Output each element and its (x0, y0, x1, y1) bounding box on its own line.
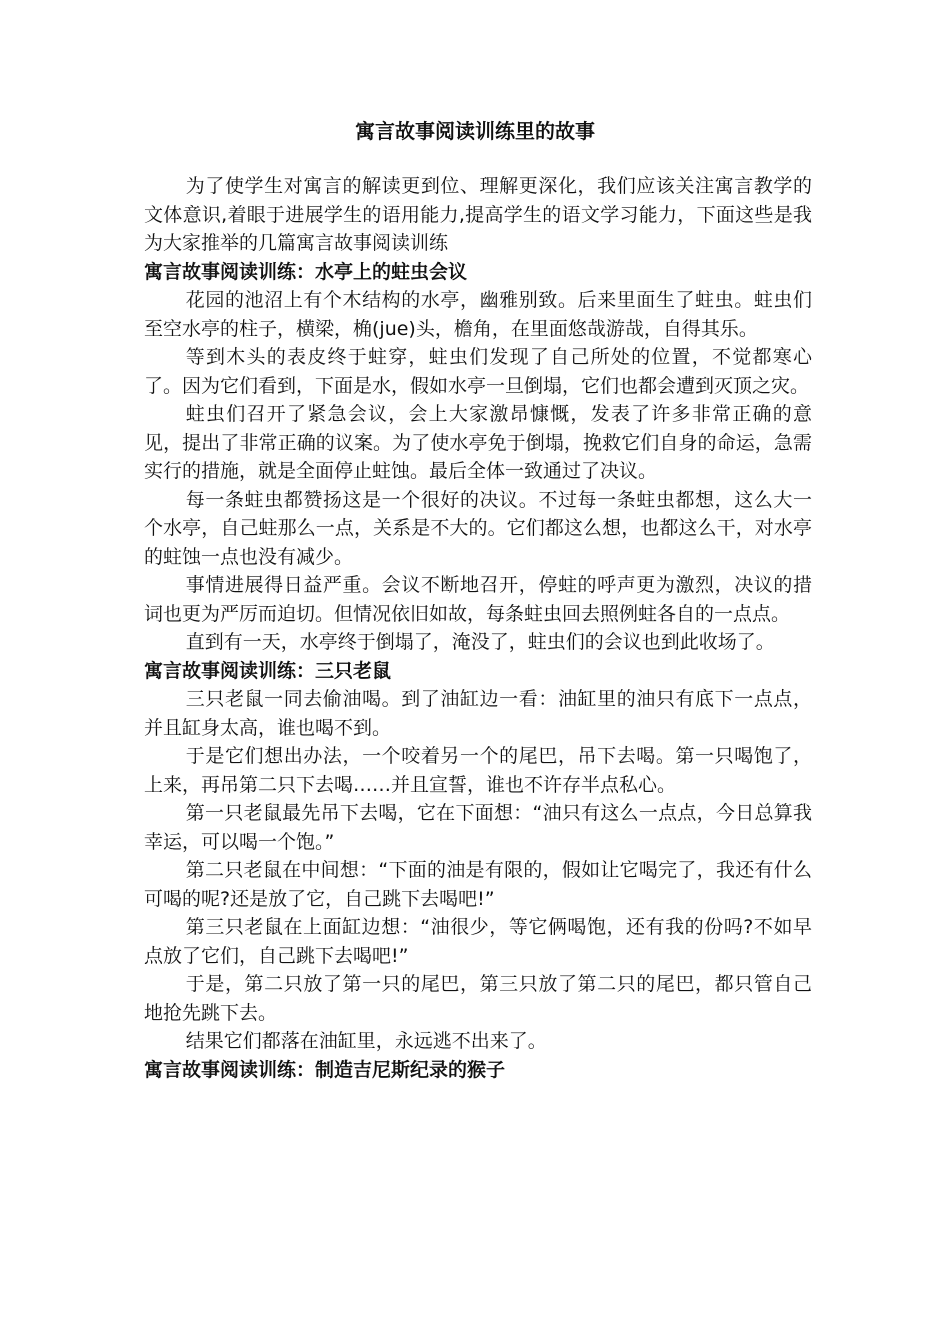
section-heading-guinness-monkey: 寓言故事阅读训练：制造吉尼斯纪录的猴子 (144, 1058, 506, 1081)
intro-paragraph: 为了使学生对寓言的解读更到位、理解更深化，我们应该关注寓言教学的文体意识,着眼于进展学生的语用能力,提高学生的语文学习能力，下面这些是我为大家推举的几篇寓言故事阅读训练 (144, 175, 812, 254)
document-body (144, 172, 812, 1084)
paragraph: 直到有一天，水亭终于倒塌了，淹没了，蛀虫们的会议也到此收场了。 (185, 631, 775, 653)
paragraph: 蛀虫们召开了紧急会议，会上大家激昂慷慨，发表了许多非常正确的意见，提出了非常正确的议案。为了使水亭免于倒塌，挽救它们自身的命运，急需实行的措施，就是全面停止蛀蚀。最后全体一致通过了决议。 (144, 403, 812, 482)
paragraph: 第三只老鼠在上面缸边想：“油很少，等它俩喝饱，还有我的份吗?不如早点放了它们，自己跳下去喝吧!” (144, 916, 812, 967)
paragraph: 第二只老鼠在中间想：“下面的油是有限的，假如让它喝完了，我还有什么可喝的呢?还是放了它，自己跳下去喝吧!” (144, 859, 812, 910)
paragraph: 花园的池沼上有个木结构的水亭，幽雅别致。后来里面生了蛀虫。蛀虫们至空水亭的柱子，横梁，桷(jue)头，檐角，在里面悠哉游哉，自得其乐。 (144, 289, 812, 340)
section-heading-water-pavilion: 寓言故事阅读训练：水亭上的蛀虫会议 (144, 260, 468, 283)
paragraph: 三只老鼠一同去偷油喝。到了油缸边一看：油缸里的油只有底下一点点，并且缸身太高，谁也喝不到。 (144, 688, 812, 739)
paragraph: 等到木头的表皮终于蛀穿，蛀虫们发现了自己所处的位置，不觉都寒心了。因为它们看到，下面是水，假如水亭一旦倒塌，它们也都会遭到灭顶之灾。 (144, 346, 812, 397)
paragraph: 事情进展得日益严重。会议不断地召开，停蛀的呼声更为激烈，决议的措词也更为严厉而迫切。但情况依旧如故，每条蛀虫回去照例蛀各自的一点点。 (144, 574, 812, 625)
paragraph: 于是它们想出办法，一个咬着另一个的尾巴，吊下去喝。第一只喝饱了，上来，再吊第二只下去喝……并且宣誓，谁也不许存半点私心。 (144, 745, 812, 796)
section-heading-three-mice: 寓言故事阅读训练：三只老鼠 (144, 659, 392, 682)
paragraph: 每一条蛀虫都赞扬这是一个很好的决议。不过每一条蛀虫都想，这么大一个水亭，自己蛀那么一点，关系是不大的。它们都这么想，也都这么干，对水亭的蛀蚀一点也没有减少。 (144, 488, 812, 568)
page-title: 寓言故事阅读训练里的故事 (355, 119, 595, 143)
paragraph: 于是，第二只放了第一只的尾巴，第三只放了第二只的尾巴，都只管自己地抢先跳下去。 (144, 973, 812, 1024)
paragraph: 第一只老鼠最先吊下去喝，它在下面想：“油只有这么一点点，今日总算我幸运，可以喝一个饱。” (144, 802, 812, 853)
paragraph: 结果它们都落在油缸里，永远逃不出来了。 (185, 1030, 547, 1052)
